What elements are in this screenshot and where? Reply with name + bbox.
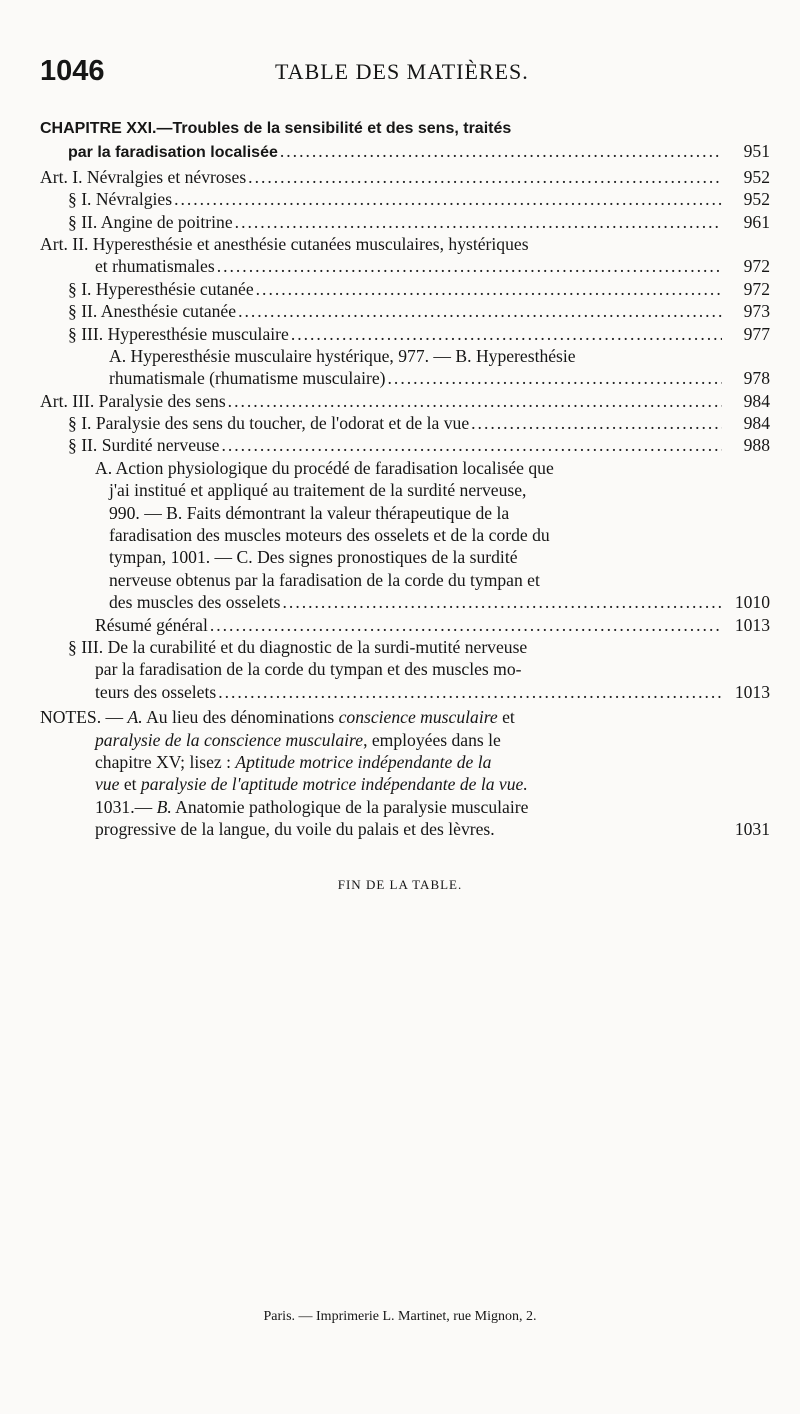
toc-entry: A. Hyperesthésie musculaire hystérique, 977. — B. Hyperesthésie [109, 345, 576, 366]
page-ref: 978 [743, 368, 770, 389]
chapter-title-line: CHAPITRE XXI.—Troubles de la sensibilité et des sens, traités [40, 120, 512, 137]
toc-entry: faradisation des muscles moteurs des osselets et de la corde du [109, 525, 550, 546]
toc-entry: 990. — B. Faits démontrant la valeur thérapeutique de la [109, 502, 510, 523]
toc-entry: teurs des osselets ..... 1013 [40, 681, 770, 703]
toc-entry: § II. Anesthésie cutanée ..... 973 [40, 300, 770, 322]
toc-entry: et rhumatismales ..... 972 [40, 255, 770, 277]
toc-entry: § II. Surdité nerveuse ..... 988 [40, 434, 770, 456]
toc-entry: § I. Paralysie des sens du toucher, de l'odorat et de la vue ..... 984 [40, 412, 770, 434]
page-ref: 977 [743, 323, 770, 344]
page-header [40, 55, 770, 95]
toc-entry: j'ai institué et appliqué au traitement de la surdité nerveuse, [109, 480, 527, 501]
page-ref: 952 [743, 189, 770, 210]
page-ref: 1013 [734, 614, 770, 635]
leader-dots [280, 140, 722, 162]
page-number: 1046 [40, 55, 105, 87]
toc-entry: § III. De la curabilité et du diagnostic de la surdi-mutité nerveuse [68, 636, 528, 657]
toc-entry: Art. II. Hyperesthésie et anesthésie cutanées musculaires, hystériques [40, 233, 529, 254]
toc-entry: Art. I. Névralgies et névroses ..... 952 [40, 166, 770, 188]
notes-line: vue et paralysie de l'aptitude motrice indépendante de la vue. [95, 774, 528, 795]
notes-line: paralysie de la conscience musculaire, employées dans le [95, 729, 501, 750]
running-title: TABLE DES MATIÈRES. [275, 59, 529, 84]
notes-line: chapitre XV; lisez : Aptitude motrice indépendante de la [95, 751, 492, 772]
printer-imprint: Paris. — Imprimerie L. Martinet, rue Mignon, 2. [263, 1309, 537, 1324]
page-ref: 1010 [734, 592, 770, 613]
toc-entry: § I. Névralgies ..... 952 [40, 188, 770, 210]
toc-entry: § III. Hyperesthésie musculaire ..... 977 [40, 323, 770, 345]
table-of-contents [40, 118, 770, 841]
page-ref: 988 [743, 435, 770, 456]
page-ref: 952 [743, 166, 770, 187]
page-ref: 951 [743, 141, 770, 162]
toc-entry: § I. Hyperesthésie cutanée ..... 972 [40, 278, 770, 300]
toc-entry: § II. Angine de poitrine ..... 961 [40, 211, 770, 233]
toc-entry: tympan, 1001. — C. Des signes pronostiques de la surdité [109, 547, 518, 568]
toc-entry: des muscles des osselets ..... 1010 [40, 591, 770, 613]
chapter-title-line: par la faradisation localisée ..... 951 [40, 140, 770, 162]
end-of-table: FIN DE LA TABLE. [337, 877, 463, 892]
notes-line: 1031.— B. Anatomie pathologique de la paralysie musculaire [95, 796, 529, 817]
page-ref: 1031 [734, 819, 770, 840]
toc-entry: Résumé général ..... 1013 [40, 614, 770, 636]
page-ref: 984 [743, 390, 770, 411]
page-ref: 984 [743, 413, 770, 434]
page-ref: 973 [743, 301, 770, 322]
toc-entry: A. Action physiologique du procédé de faradisation localisée que [95, 457, 554, 478]
notes-line: progressive de la langue, du voile du palais et des lèvres. 1031 [95, 819, 770, 840]
toc-entry: rhumatismale (rhumatisme musculaire) ..... 978 [40, 367, 770, 389]
notes-line: NOTES. — A. Au lieu des dénominations conscience musculaire et [40, 707, 515, 728]
toc-entry: Art. III. Paralysie des sens ..... 984 [40, 390, 770, 412]
page-ref: 961 [743, 211, 770, 232]
page-ref: 1013 [734, 681, 770, 702]
toc-entry: par la faradisation de la corde du tympan et des muscles mo- [95, 659, 522, 680]
toc-entry: nerveuse obtenus par la faradisation de la corde du tympan et [109, 569, 540, 590]
page-ref: 972 [743, 278, 770, 299]
page-ref: 972 [743, 256, 770, 277]
